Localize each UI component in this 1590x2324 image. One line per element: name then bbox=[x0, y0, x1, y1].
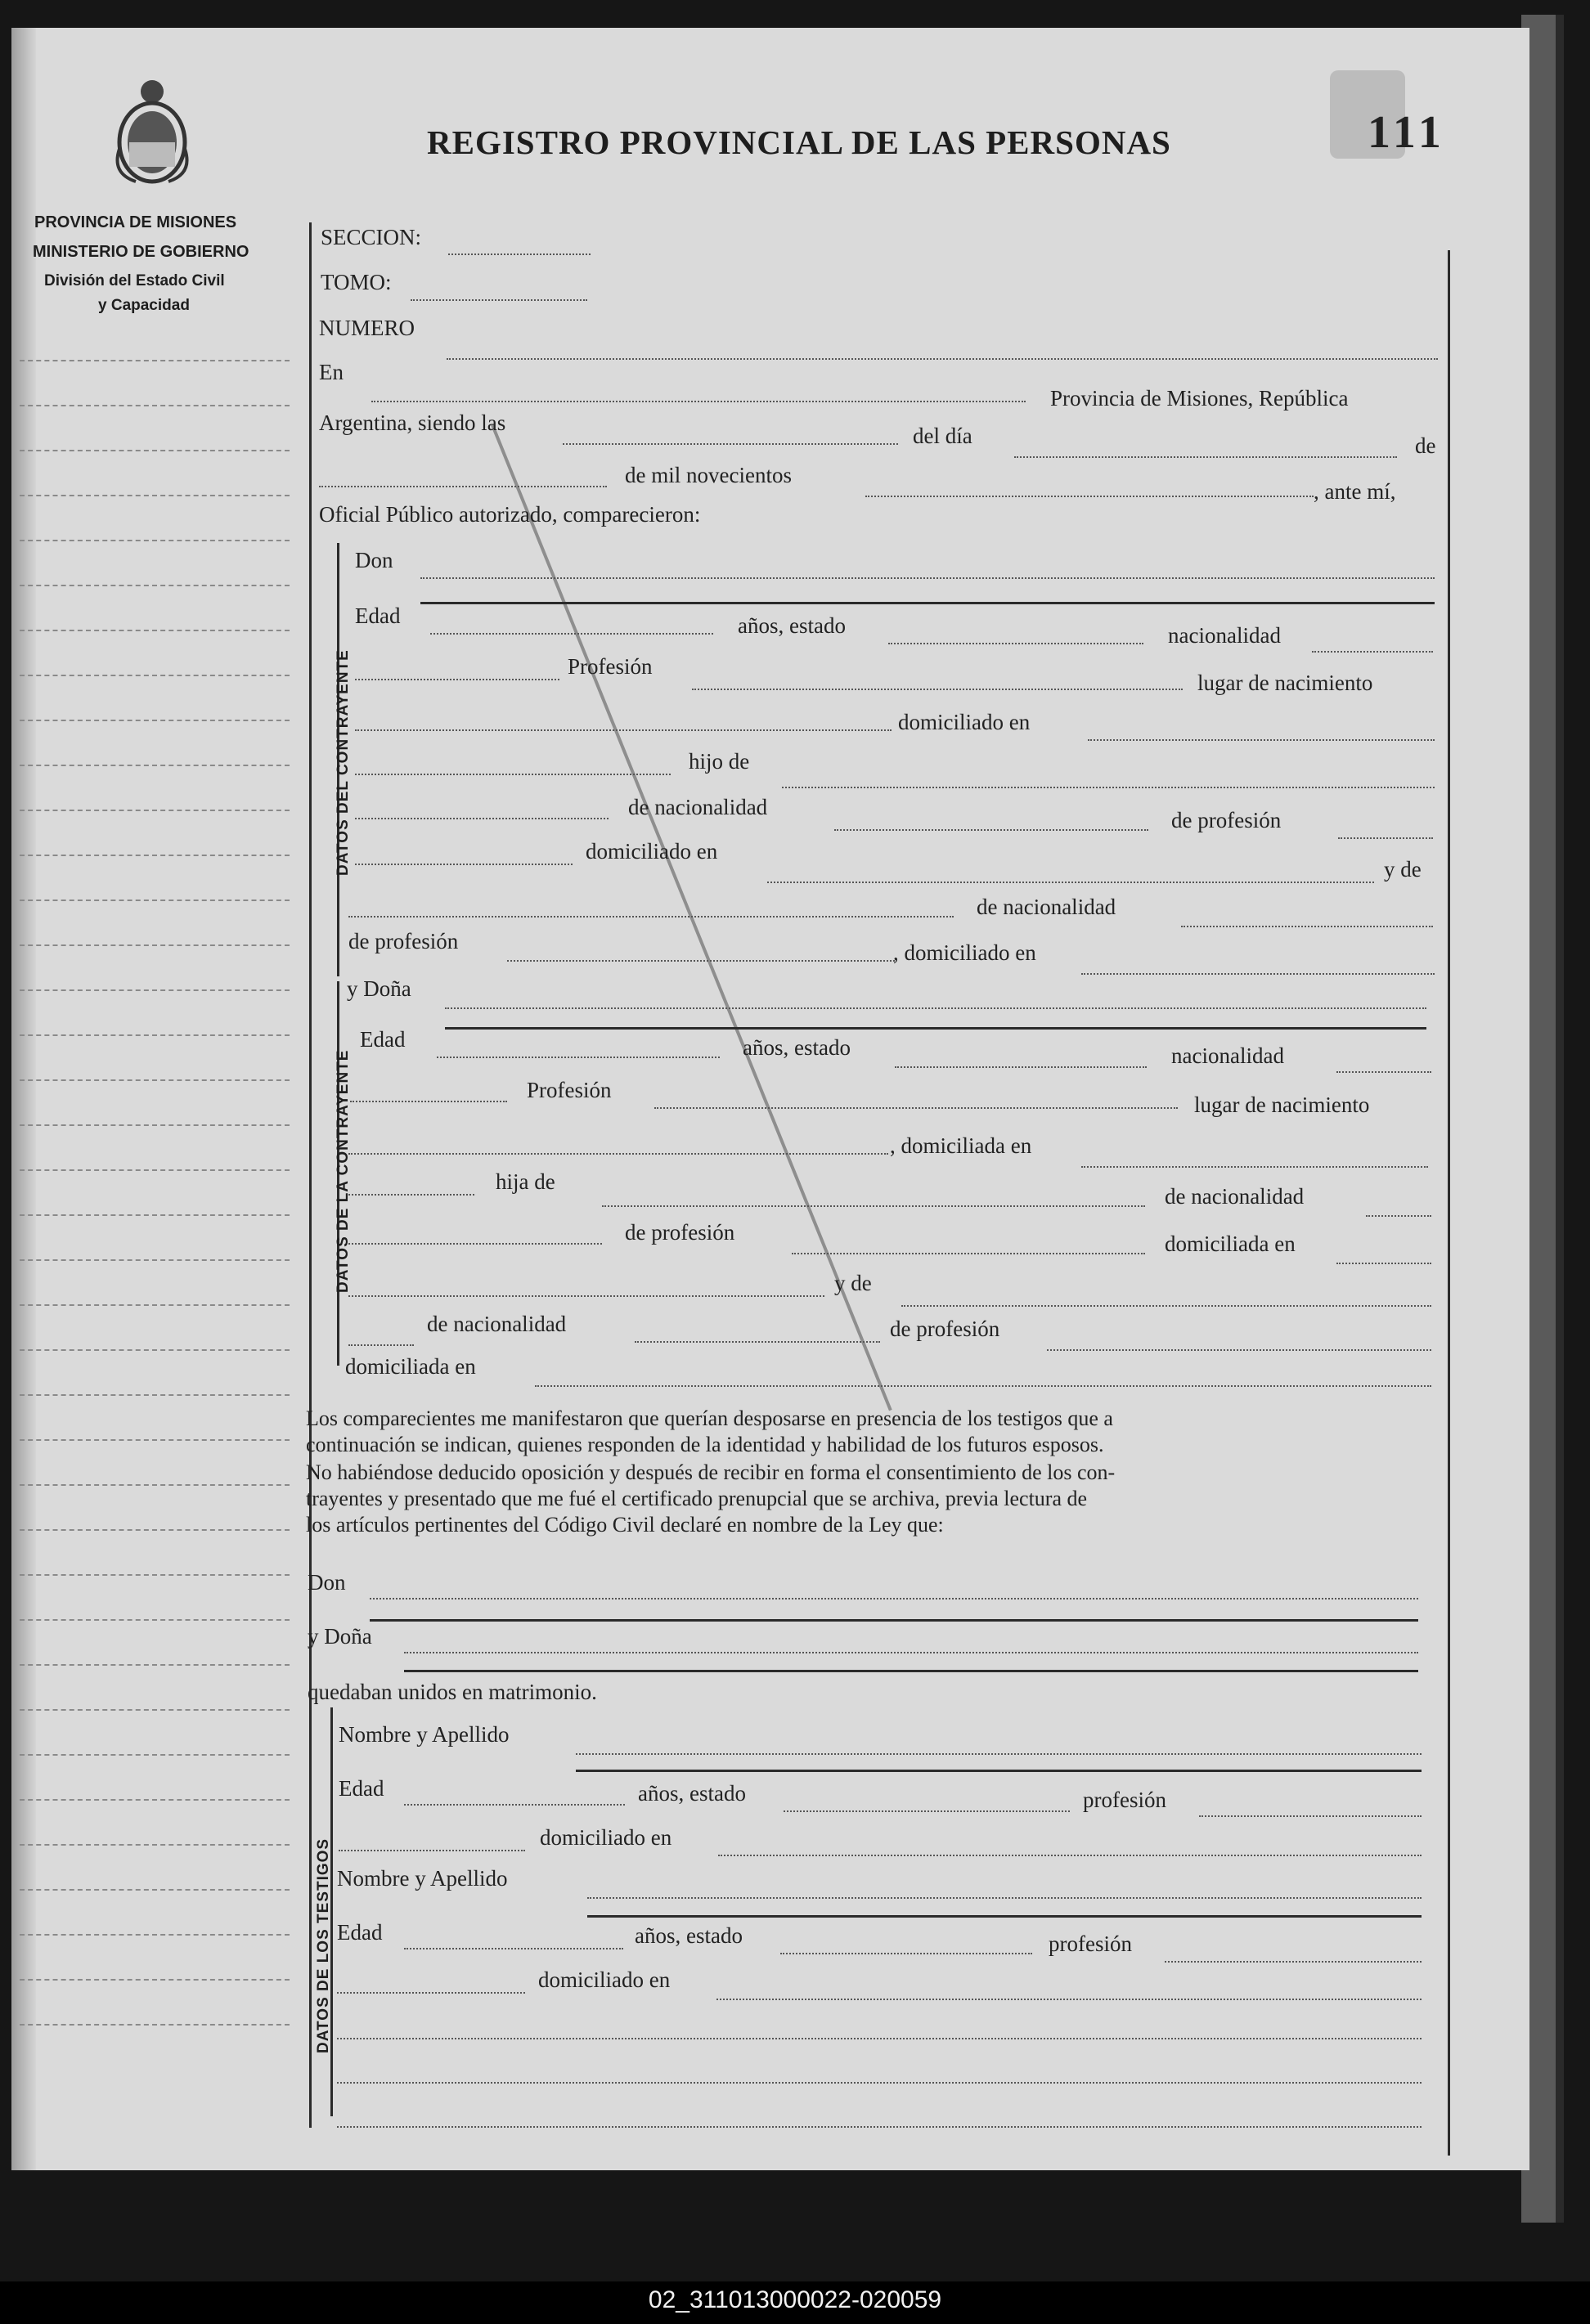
nombre2-label: Nombre y Apellido bbox=[337, 1866, 508, 1891]
lugar-contrayenta-label: lugar de nacimiento bbox=[1194, 1092, 1370, 1117]
edad-field[interactable] bbox=[430, 633, 713, 635]
de-nacionalidad-2-label: de nacionalidad bbox=[977, 895, 1116, 919]
domiciliada-label: , domiciliada en bbox=[890, 1133, 1032, 1158]
office-line-3: División del Estado Civil bbox=[44, 272, 225, 289]
madre-nac-field[interactable] bbox=[1181, 926, 1433, 927]
domicilio-contrayenta-field[interactable] bbox=[1081, 1166, 1428, 1168]
y-de-label: y de bbox=[1384, 857, 1422, 882]
don-decl-label: Don bbox=[308, 1570, 346, 1595]
contrayenta-section-label: DATOS DE LA CONTRAYENTE bbox=[335, 1049, 352, 1293]
argentina-label: Argentina, siendo las bbox=[319, 411, 506, 435]
anos-estado2-label: años, estado bbox=[635, 1923, 743, 1948]
en-label: En bbox=[319, 360, 344, 384]
profesion1-label: profesión bbox=[1083, 1788, 1166, 1812]
coat-of-arms-icon bbox=[111, 75, 193, 190]
extra-line-3[interactable] bbox=[337, 2126, 1422, 2128]
right-margin-rule bbox=[1448, 250, 1450, 2156]
contrayente-section-label: DATOS DEL CONTRAYENTE bbox=[335, 649, 352, 876]
domiciliado-2-label: domiciliado en bbox=[586, 839, 718, 864]
left-margin-rule bbox=[309, 222, 312, 2128]
en-field[interactable] bbox=[371, 401, 1026, 402]
profesion2-label: profesión bbox=[1049, 1931, 1132, 1956]
padre-field[interactable] bbox=[782, 787, 1435, 788]
padre-nac-2-contrayenta-field[interactable] bbox=[348, 1243, 602, 1245]
edad2-field[interactable] bbox=[404, 1948, 623, 1949]
lugar-nacimiento-label: lugar de nacimiento bbox=[1197, 671, 1373, 695]
stub-lines bbox=[20, 360, 290, 2069]
de-nacionalidad-label: de nacionalidad bbox=[628, 795, 768, 819]
lugar-field[interactable] bbox=[355, 729, 892, 731]
numero-field[interactable] bbox=[447, 358, 1438, 360]
nombre1-field[interactable] bbox=[576, 1753, 1422, 1755]
office-line-4: y Capacidad bbox=[98, 297, 190, 314]
extra-line-2[interactable] bbox=[337, 2082, 1422, 2084]
de-profesion-contrayenta-label: de profesión bbox=[625, 1220, 735, 1245]
dona-decl-label: y Doña bbox=[308, 1624, 372, 1649]
don-field[interactable] bbox=[420, 577, 1435, 579]
profesion-contrayenta-field[interactable] bbox=[654, 1107, 1178, 1109]
unidos-label: quedaban unidos en matrimonio. bbox=[308, 1680, 597, 1704]
seccion-label: SECCION: bbox=[321, 225, 422, 249]
estado-contrayenta-field[interactable] bbox=[895, 1066, 1147, 1068]
padre-dom-2-contrayenta-field[interactable] bbox=[348, 1295, 824, 1297]
declaration-line-3: No habiéndose deducido oposición y después de recibir en forma el consentimiento de los con- bbox=[306, 1460, 1116, 1484]
del-dia-label: del día bbox=[913, 424, 972, 448]
oficial-label: Oficial Público autorizado, comparecieron: bbox=[319, 502, 701, 527]
anos-estado-label: años, estado bbox=[738, 613, 846, 638]
hija-pre-field[interactable] bbox=[348, 1194, 474, 1196]
de-mil-label: de mil novecientos bbox=[625, 463, 792, 487]
padre-contrayenta-field[interactable] bbox=[602, 1205, 1145, 1207]
provincia-label: Provincia de Misiones, República bbox=[1050, 386, 1349, 411]
nacionalidad-label: nacionalidad bbox=[1168, 623, 1281, 648]
profesion-label: Profesión bbox=[568, 654, 653, 679]
profesion2-field[interactable] bbox=[1165, 1961, 1422, 1963]
domiciliado1-label: domiciliado en bbox=[540, 1825, 672, 1850]
page-number: 111 bbox=[1368, 107, 1446, 158]
declaration-line-2: continuación se indican, quienes responden de la identidad y habilidad de los futuros esposos. bbox=[306, 1433, 1104, 1456]
profesion-field[interactable] bbox=[692, 689, 1183, 690]
madre-contrayenta-field[interactable] bbox=[901, 1305, 1431, 1307]
nombre2-field[interactable] bbox=[587, 1897, 1422, 1899]
dona-decl-field[interactable] bbox=[404, 1652, 1418, 1653]
edad1-label: Edad bbox=[339, 1776, 384, 1801]
anos-estado1-label: años, estado bbox=[638, 1781, 746, 1806]
de-nacionalidad-2-contrayenta-label: de nacionalidad bbox=[427, 1312, 567, 1336]
tomo-label: TOMO: bbox=[321, 270, 392, 294]
don-underline bbox=[420, 602, 1435, 604]
de-label: de bbox=[1415, 433, 1436, 458]
domiciliado2-label: domiciliado en bbox=[538, 1967, 671, 1992]
de-profesion-label: de profesión bbox=[1171, 808, 1282, 832]
don-decl-underline bbox=[370, 1619, 1418, 1622]
hija-de-label: hija de bbox=[496, 1169, 555, 1194]
y-dona-label: y Doña bbox=[347, 976, 411, 1001]
nacionalidad-contrayenta-field[interactable] bbox=[1336, 1071, 1431, 1073]
dia-field[interactable] bbox=[1014, 456, 1397, 458]
ante-mi-label: , ante mí, bbox=[1314, 479, 1396, 504]
hora-field[interactable] bbox=[563, 443, 898, 445]
nombre1-label: Nombre y Apellido bbox=[339, 1722, 510, 1747]
estado2-field[interactable] bbox=[780, 1953, 1032, 1954]
hijo-de-label: hijo de bbox=[689, 749, 750, 774]
domiciliado-3-label: , domiciliado en bbox=[893, 940, 1036, 965]
declaration-line-5: los artículos pertinentes del Código Civil declaré en nombre de la Ley que: bbox=[306, 1513, 944, 1537]
padre-nac-contrayenta-field[interactable] bbox=[1366, 1215, 1431, 1217]
padre-prof-contrayenta-field[interactable] bbox=[792, 1253, 1145, 1254]
nombre1-underline bbox=[576, 1770, 1422, 1772]
edad1-field[interactable] bbox=[404, 1804, 625, 1806]
hijo-pre-field[interactable] bbox=[355, 774, 671, 775]
estado-field[interactable] bbox=[888, 643, 1143, 644]
madre-dom-field[interactable] bbox=[1081, 973, 1435, 975]
madre-field[interactable] bbox=[348, 916, 954, 917]
office-line-2: MINISTERIO DE GOBIERNO bbox=[33, 243, 249, 261]
domiciliada-2-label: domiciliada en bbox=[1165, 1232, 1296, 1256]
dona-underline bbox=[445, 1027, 1426, 1030]
tomo-field[interactable] bbox=[411, 299, 587, 301]
office-line-1: PROVINCIA DE MISIONES bbox=[34, 213, 237, 231]
padre-prof-field[interactable] bbox=[1338, 837, 1433, 839]
image-caption: 02_311013000022-020059 bbox=[648, 2286, 942, 2313]
y-de-contrayenta-label: y de bbox=[834, 1271, 872, 1295]
profesion-contrayenta-label: Profesión bbox=[527, 1078, 612, 1102]
padre-2-field[interactable] bbox=[355, 818, 609, 819]
anio-field[interactable] bbox=[865, 496, 1314, 497]
dom1-field[interactable] bbox=[718, 1855, 1422, 1856]
extra-line-1[interactable] bbox=[337, 2038, 1422, 2039]
domicilio-field[interactable] bbox=[1088, 739, 1435, 741]
don-label: Don bbox=[355, 548, 393, 572]
padre-nac-field[interactable] bbox=[834, 829, 1148, 831]
madre-dom-contrayenta-field[interactable] bbox=[535, 1385, 1431, 1387]
edad-label: Edad bbox=[355, 603, 401, 628]
de-profesion-2-label: de profesión bbox=[348, 929, 459, 953]
dom2-field[interactable] bbox=[716, 1999, 1422, 2000]
edad-contrayenta-label: Edad bbox=[360, 1027, 406, 1052]
padre-prof-2-field[interactable] bbox=[355, 864, 573, 865]
dona-field[interactable] bbox=[445, 1007, 1426, 1009]
de-profesion-2-contrayenta-label: de profesión bbox=[890, 1317, 1000, 1341]
profesion-pre-field[interactable] bbox=[355, 679, 559, 680]
testigos-section-label: DATOS DE LOS TESTIGOS bbox=[315, 1837, 332, 2053]
page-title: REGISTRO PROVINCIAL DE LAS PERSONAS bbox=[427, 123, 1171, 161]
nacionalidad-field[interactable] bbox=[1312, 651, 1433, 653]
declaration-line-1: Los comparecientes me manifestaron que querían desposarse en presencia de los testigos que a bbox=[306, 1407, 1113, 1430]
lugar-contrayenta-field[interactable] bbox=[348, 1153, 888, 1155]
padre-dom-contrayenta-field[interactable] bbox=[1336, 1263, 1431, 1264]
domiciliada-3-label: domiciliada en bbox=[345, 1354, 476, 1379]
nacionalidad-contrayenta-label: nacionalidad bbox=[1171, 1043, 1284, 1068]
dom1-pre-field[interactable] bbox=[339, 1850, 525, 1851]
mes-field[interactable] bbox=[319, 486, 607, 487]
dona-decl-underline bbox=[404, 1670, 1418, 1672]
padre-dom-field[interactable] bbox=[767, 882, 1374, 883]
madre-prof-contrayenta-field[interactable] bbox=[1047, 1349, 1431, 1351]
dom2-pre-field[interactable] bbox=[337, 1992, 525, 1994]
seccion-field[interactable] bbox=[448, 253, 591, 255]
madre-prof-field[interactable] bbox=[507, 960, 895, 962]
edad-contrayenta-field[interactable] bbox=[437, 1057, 720, 1058]
domiciliado-label: domiciliado en bbox=[898, 710, 1031, 734]
de-nacionalidad-contrayenta-label: de nacionalidad bbox=[1165, 1184, 1305, 1209]
madre-nac-contrayenta-field[interactable] bbox=[635, 1341, 880, 1343]
numero-label: NUMERO bbox=[319, 316, 415, 340]
profesion-pre-contrayenta-field[interactable] bbox=[350, 1101, 507, 1102]
don-decl-field[interactable] bbox=[370, 1598, 1418, 1599]
declaration-line-4: trayentes y presentado que me fué el certificado prenupcial que se archiva, previa lectura de bbox=[306, 1487, 1088, 1510]
nombre2-underline bbox=[587, 1915, 1422, 1918]
madre-2-contrayenta-field[interactable] bbox=[348, 1344, 414, 1346]
anos-estado-contrayenta-label: años, estado bbox=[743, 1035, 851, 1060]
profesion1-field[interactable] bbox=[1199, 1815, 1422, 1817]
edad2-label: Edad bbox=[337, 1920, 383, 1945]
estado1-field[interactable] bbox=[784, 1810, 1070, 1812]
